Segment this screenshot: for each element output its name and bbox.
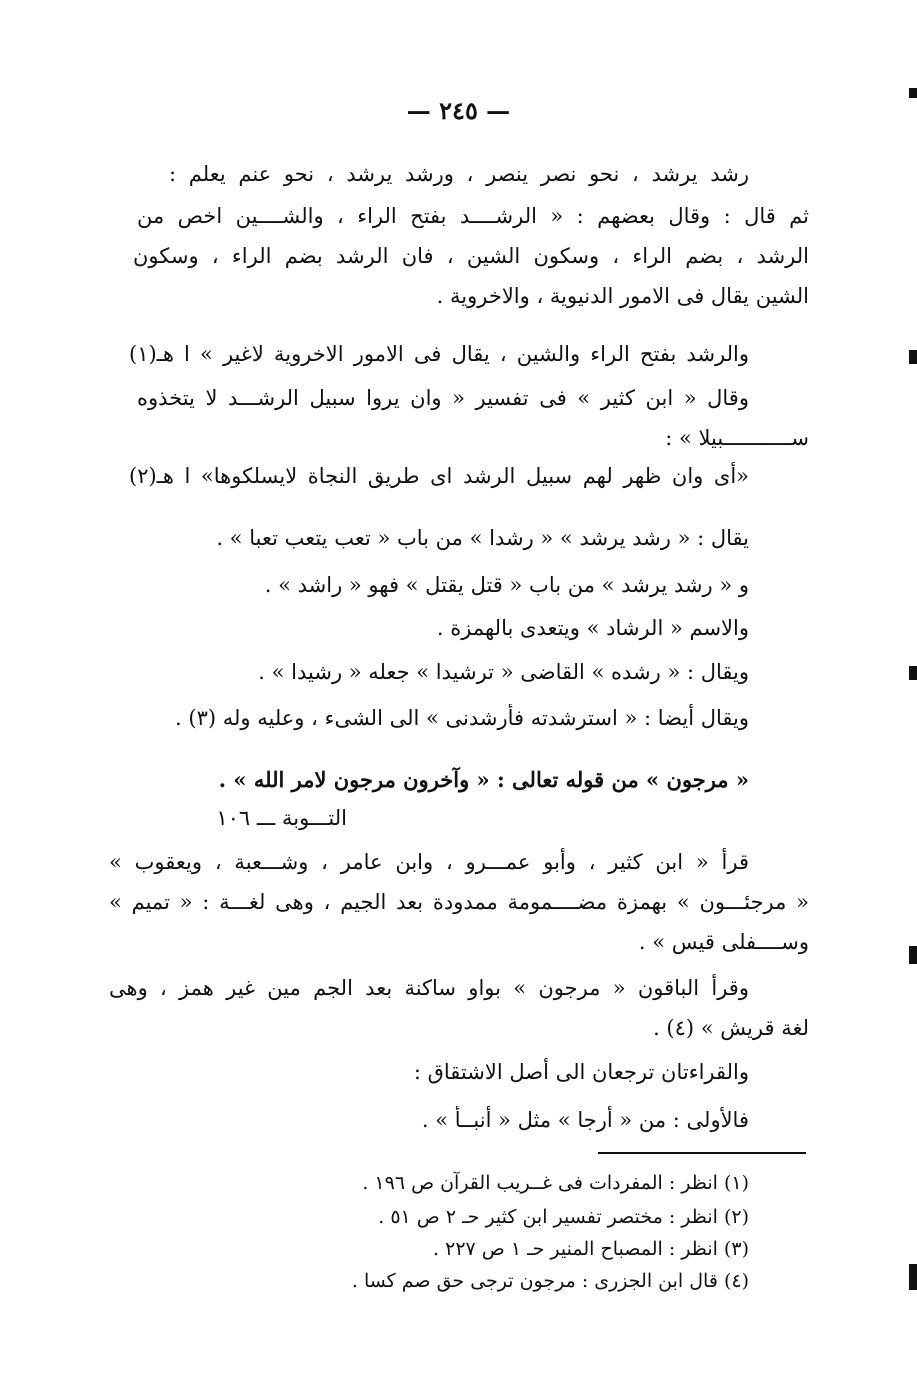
body-line: ثم قال : وقال بعضهم : « الرشــــد بفتح الراء ، والشــــين اخص من — [137, 204, 809, 228]
body-line: يقال : « رشد يرشد » « رشدا » من باب « تعب يتعب تعبا » . — [216, 526, 749, 550]
body-line: «أى وان ظهر لهم سبيل الرشد اى طريق النجاة لايسلكوها» ا هـ(٢) — [129, 464, 749, 488]
body-line: و « رشد يرشد » من باب « قتل يقتل » فهو « راشد » . — [264, 573, 749, 597]
body-line: الشين يقال فى الامور الدنيوية ، والاخروية . — [436, 284, 809, 308]
body-line: ســـــــــــبيلا » : — [665, 426, 809, 450]
footnote: (٤) قال ابن الجزرى : مرجون ترجى حق صم كسا . — [351, 1270, 749, 1292]
scan-edge-mark — [909, 666, 917, 680]
footnote-separator — [598, 1152, 806, 1154]
body-line: فالأولى : من « أرجا » مثل « أنبــأ » . — [421, 1108, 749, 1132]
body-line: ويقال : « رشده » القاضى « ترشيدا » جعله « رشيدا » . — [258, 660, 749, 684]
quran-verse-line: « مرجون » من قوله تعالى : « وآخرون مرجون لامر الله » . — [218, 767, 749, 792]
scan-edge-mark — [909, 1264, 917, 1290]
body-line: والقراءتان ترجعان الى أصل الاشتقاق : — [413, 1060, 749, 1084]
body-line: الرشد ، بضم الراء ، وسكون الشين ، فان الرشد بضم الراء ، وسكون — [133, 244, 809, 268]
body-line: والاسم « الرشاد » ويتعدى بالهمزة . — [436, 616, 749, 640]
scan-edge-mark — [909, 350, 917, 364]
scan-edge-mark — [909, 88, 917, 98]
footnote: (١) انظر : المفردات فى غــريب القرآن ص ١٩٦ . — [362, 1172, 749, 1194]
body-line: لغة قريش » (٤) . — [653, 1016, 809, 1040]
body-line: وقال « ابن كثير » فى تفسير « وان يروا سبيل الرشـــد لا يتخذوه — [137, 386, 749, 410]
verse-reference: التـــوبة ـــ ١٠٦ — [216, 806, 347, 830]
body-line: رشد يرشد ، نحو نصر ينصر ، ورشد يرشد ، نحو عنم يعلم : — [169, 162, 749, 186]
body-line: والرشد بفتح الراء والشين ، يقال فى الامور الاخروية لاغير » ا هـ(١) — [129, 342, 749, 366]
body-line: وقرأ الباقون « مرجون » بواو ساكنة بعد الجم مين غير همز ، وهى — [109, 976, 749, 1000]
footnote: (٣) انظر : المصباح المنير حـ ١ ص ٢٢٧ . — [433, 1238, 749, 1260]
body-line: ويقال أيضا : « استرشدته فأرشدنى » الى الشىء ، وعليه وله (٣) . — [175, 706, 749, 730]
body-line: قرأ « ابن كثير ، وأبو عمـــرو ، وابن عامر ، وشـــعبة ، ويعقوب » — [109, 850, 749, 874]
scan-edge-mark — [909, 946, 917, 964]
page-number: — ٢٤٥ — — [406, 96, 511, 125]
body-line: « مرجئـــون » بهمزة مضــــمومة ممدودة بعد الجيم ، وهى لغـــة : « تميم » — [109, 890, 809, 914]
footnote: (٢) انظر : مختصر تفسير ابن كثير حـ ٢ ص ٥١ . — [378, 1206, 749, 1228]
body-line: وســــفلى قيس » . — [638, 930, 809, 954]
